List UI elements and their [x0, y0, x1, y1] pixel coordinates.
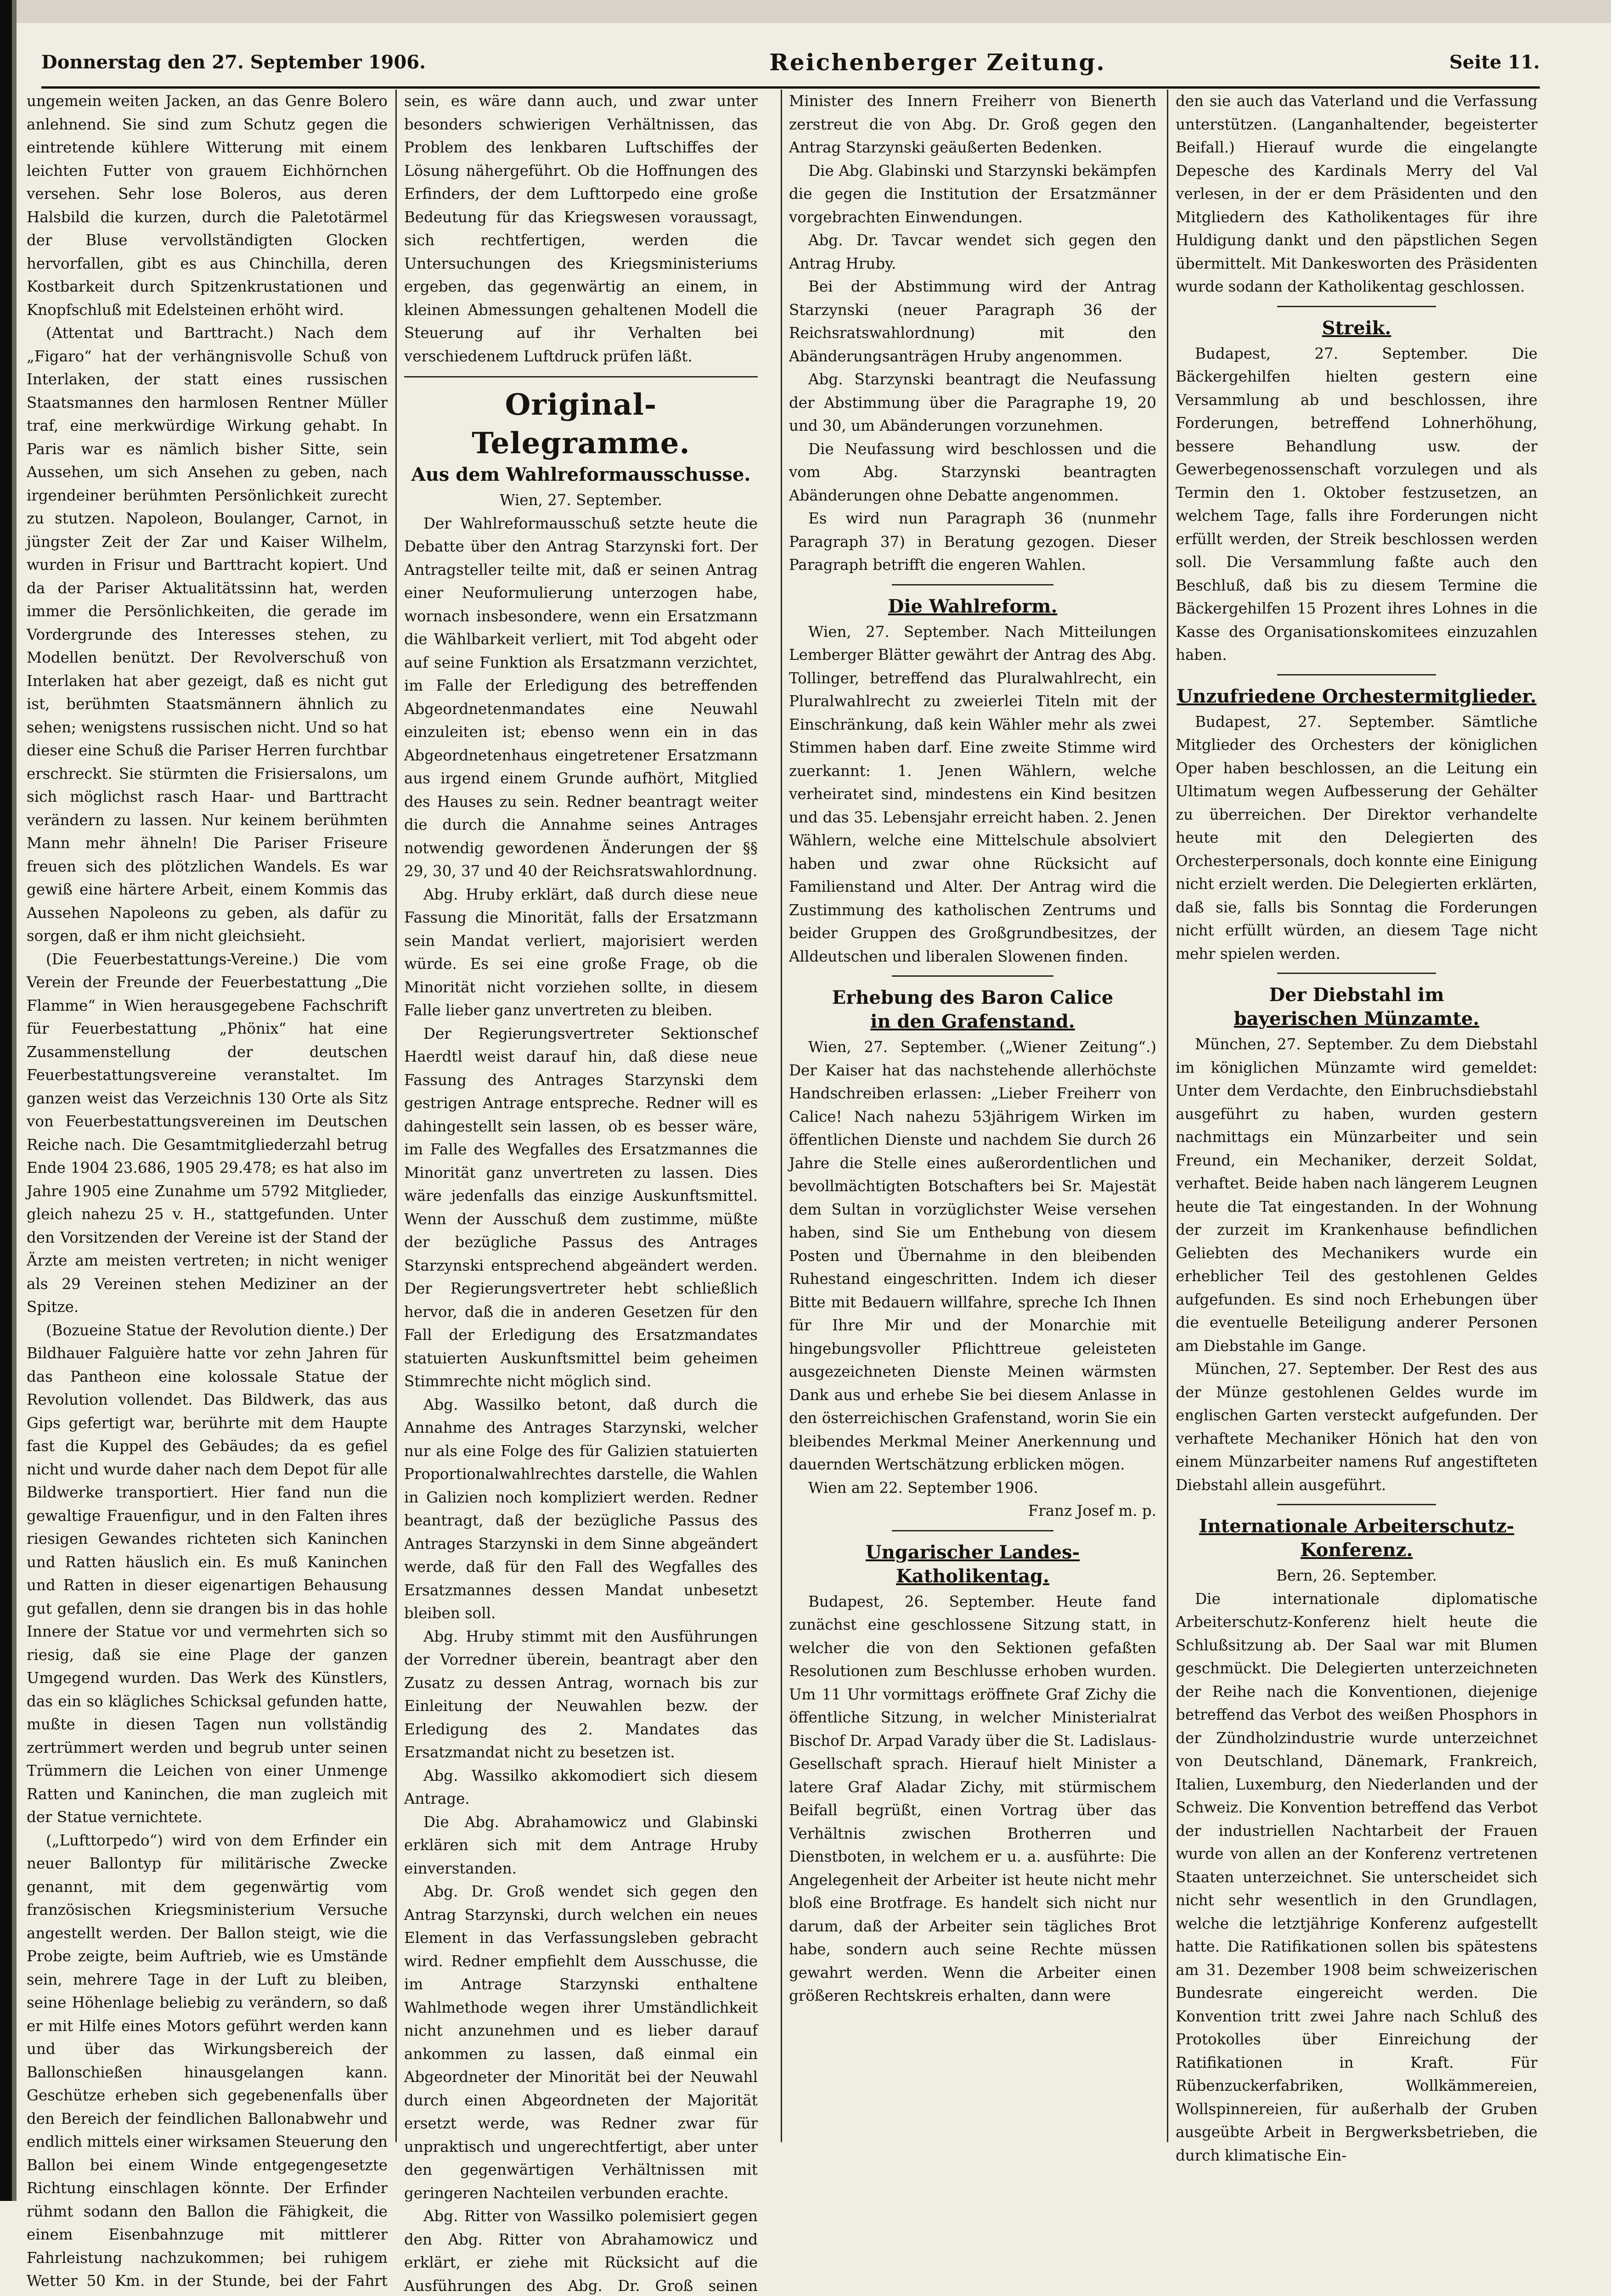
header-date: Donnerstag den 27. September 1906. — [41, 51, 426, 73]
article-paragraph: Budapest, 27. September. Die Bäckergehilfen hielten gestern eine Versammlung ab und beschlossen, ihre Forderungen, betreffend Lohnerhöhung, bessere Behandlung usw. der Gewerbegenossenschaft vorzulegen und als Termin den 1. Oktober festzusetzen, an welchem Tage, falls ihre Forderungen nicht erfüllt werden, der Streik beschlossen werden soll. Die Versammlung faßte auch den Beschluß, daß bis zu diesem Termine die Bäckergehilfen 15 Prozent ihres Lohnes in die Kasse des Organisationskomitees einzuzahlen haben. — [1176, 342, 1538, 667]
article-heading: Die Wahlreform. — [789, 595, 1156, 619]
section-heading: Original-Telegramme. — [404, 386, 758, 463]
article-divider — [1277, 973, 1436, 974]
page-number: Seite 11. — [1449, 51, 1540, 73]
article-paragraph: (Attentat und Barttracht.) Nach dem „Figaro“ hat der verhängnisvolle Schuß von Interlaken, der statt eines russischen Staatsmannes den harmlosen Rentner Müller traf, eine merkwürdige Wirkung gehabt. In Paris war es nämlich bisher Sitte, sein Aussehen, um sich Ansehen zu geben, nach irgendeiner berühmten Persönlichkeit zurecht zu stutzen. Napoleon, Boulanger, Carnot, in jüngster Zeit der Zar und Kaiser Wilhelm, wurden in Frisur und Barttracht kopiert. Und da der Pariser Aktualitätssinn hat, werden immer die Persönlichkeiten, die gerade im Vordergrunde des Interesses stehen, zu Modellen benützt. Der Revolverschuß von Interlaken hat aber gezeigt, daß es nicht gut ist, berühmten Staatsmännern ähnlich zu sehen; wenigstens russischen nicht. Und so hat dieser eine Schuß die Pariser Herren furchtbar erschreckt. Sie stürmten die Frisiersalons, um sich möglichst rasch Haar- und Barttracht verändern zu lassen. Nur keinem berühmten Mann mehr ähneln! Die Pariser Friseure freuen sich des plötzlichen Wandels. Es war gewiß eine härtere Arbeit, einem Kommis das Aussehen Napoleons zu geben, als dafür zu sorgen, daß er ihm nicht gleichsieht. — [27, 321, 388, 948]
signature: Franz Josef m. p. — [789, 1499, 1156, 1523]
article-divider — [892, 975, 1053, 977]
article-divider — [892, 584, 1053, 585]
column-rule — [1167, 90, 1168, 2142]
header-rule — [41, 86, 1540, 89]
column-1 — [27, 90, 388, 2165]
article-paragraph: (Bozueine Statue der Revolution diente.) Der Bildhauer Falguière hatte vor zehn Jahren für das Pantheon eine kolossale Statue der Revolution vollendet. Das Bildwerk, das aus Gips gefertigt war, berührte mit dem Haupte fast die Kuppel des Gebäudes; da es gefiel nicht und wurde daher nach dem Depot für alle Bildwerke transportiert. Hier fand nun die gewaltige Frauenfigur, und in den Falten ihres riesigen Gewandes richteten sich Kaninchen und Ratten häuslich ein. Es muß Kaninchen und Ratten in dieser eigenartigen Behausung gut gefallen, denn sie drangen bis in das hohle Innere der Statue vor und vermehrten sich so riesig, daß sie eine Plage der ganzen Umgegend wurden. Das Werk des Künstlers, das ein so klägliches Schicksal gefunden hatte, mußte in diesen Tagen nun vollständig zertrümmert werden und begrub unter seinen Trümmern die Leichen von einer Unmenge Ratten und Kaninchen, die man zugleich mit der Statue vernichtete. — [27, 1319, 388, 1829]
article-paragraph: Abg. Starzynski beantragt die Neufassung der Abstimmung über die Paragraphe 19, 20 und 30, um Abänderungen vorzunehmen. — [789, 368, 1156, 438]
scan-binding-shadow — [12, 0, 17, 2201]
column-4 — [1176, 90, 1538, 2165]
article-paragraph: Abg. Wassilko akkomodiert sich diesem Antrage. — [404, 1764, 758, 1811]
article-subheading: Aus dem Wahlreformausschusse. — [404, 463, 758, 487]
column-rule — [781, 90, 782, 2142]
article-divider — [1277, 306, 1436, 307]
article-paragraph: Die Abg. Abrahamowicz und Glabinski erklären sich mit dem Antrage Hruby einverstanden. — [404, 1811, 758, 1880]
article-paragraph: Wien am 22. September 1906. — [789, 1476, 1156, 1500]
article-heading: Unzufriedene Orchestermitglieder. — [1176, 685, 1538, 709]
article-paragraph: Minister des Innern Freiherr von Bienerth zerstreut die von Abg. Dr. Groß gegen den Antrag Starzynski geäußerten Bedenken. — [789, 90, 1156, 159]
dateline: Wien, 27. September. — [404, 489, 758, 512]
article-heading: Erhebung des Baron Calice — [789, 986, 1156, 1010]
article-paragraph: Abg. Hruby erklärt, daß durch diese neue Fassung die Minorität, falls der Ersatzmann sein Mandat verliert, majorisiert werden würde. Es sei eine große Frage, ob die Minorität nicht vorziehen sollte, in diesem Falle lieber ganz unvertreten zu bleiben. — [404, 883, 758, 1022]
article-paragraph: Wien, 27. September. Nach Mitteilungen Lemberger Blätter gewährt der Antrag des Abg. Tollinger, betreffend das Pluralwahlrecht, ein Pluralwahlrecht zu zweierlei Titeln mit der Einschränkung, daß kein Wähler mehr als zwei Stimmen haben darf. Eine zweite Stimme wird zuerkannt: 1. Jenen Wählern, welche verheiratet sind, mindestens ein Kind besitzen und das 35. Lebensjahr erreicht haben. 2. Jenen Wählern, welche eine Mittelschule absolviert haben und zwar ohne Rücksicht auf Familienstand und Alter. Der Antrag wird die Zustimmung des katholischen Zentrums und beider Gruppen des Großgrundbesitzes, der Alldeutschen und liberalen Slowenen finden. — [789, 620, 1156, 968]
article-paragraph: Es wird nun Paragraph 36 (nunmehr Paragraph 37) in Beratung gezogen. Dieser Paragraph betrifft die engeren Wahlen. — [789, 507, 1156, 577]
article-paragraph: Die internationale diplomatische Arbeiterschutz-Konferenz hielt heute die Schlußsitzung ab. Der Saal war mit Blumen geschmückt. Die Delegierten unterzeichneten der Reihe nach die Konventionen, diejenige betreffend das Verbot des weißen Phosphors in der Zündholzindustrie wurde unterzeichnet von Deutschland, Dänemark, Frankreich, Italien, Luxemburg, den Niederlanden und der Schweiz. Die Konvention betreffend das Verbot der industriellen Nachtarbeit der Frauen wurde von allen an der Konferenz vertretenen Staaten unterzeichnet. Sie unterscheidet sich nicht sehr wesentlich in den Grundlagen, welche die letztjährige Konferenz aufgestellt hatte. Die Ratifikationen sollen bis spätestens am 31. Dezember 1908 beim schweizerischen Bundesrate eingereicht werden. Die Konvention tritt zwei Jahre nach Schluß des Protokolles über Einreichung der Ratifikationen in Kraft. Für Rübenzuckerfabriken, Wollkämmereien, Wollspinnereien, für außerhalb der Gruben ausgeübte Arbeit in Bergwerksbetrieben, die durch klimatische Ein- — [1176, 1587, 1538, 2167]
article-paragraph: ungemein weiten Jacken, an das Genre Bolero anlehnend. Sie sind zum Schutz gegen die eintretende kühlere Witterung mit einem leichten Futter von grauem Eichhörnchen versehen. Sehr lose Boleros, aus deren Halsbild die kurzen, durch die Paletotärmel der Bluse vervollständigten Glocken hervorfallen, gibt es aus Chinchilla, deren Kostbarkeit durch Spitzenkrustationen und Knopfschluß mit Edelsteinen erhöht wird. — [27, 90, 388, 321]
newspaper-title: Reichenberger Zeitung. — [769, 49, 1105, 76]
article-paragraph: Die Neufassung wird beschlossen und die vom Abg. Starzynski beantragten Abänderungen ohne Debatte angenommen. — [789, 438, 1156, 507]
article-paragraph: Budapest, 26. September. Heute fand zunächst eine geschlossene Sitzung statt, in welcher die von den Sektionen gefaßten Resolutionen zum Beschlusse erhoben wurden. Um 11 Uhr vormittags eröffnete Graf Zichy die öffentliche Sitzung, in welcher Ministerialrat Bischof Dr. Arpad Varady über die St. Ladislaus-Gesellschaft sprach. Hierauf hielt Minister a latere Graf Aladar Zichy, mit stürmischem Beifall begrüßt, einen Vortrag über das Verhältnis zwischen Brotherren und Dienstboten, in welchem er u. a. ausführte: Die Angelegenheit der Arbeiter ist heute nicht mehr bloß eine Brotfrage. Es handelt sich nicht nur darum, daß der Arbeiter sein tägliches Brot habe, sondern auch seine Rechte müssen gewahrt werden. Wenn die Arbeiter einen größeren Rechtskreis erhalten, dann were — [789, 1590, 1156, 2008]
column-2 — [404, 90, 758, 2165]
column-3 — [789, 90, 1156, 2165]
article-paragraph: Die Abg. Glabinski und Starzynski bekämpfen die gegen die Institution der Ersatzmänner vorgebrachten Einwendungen. — [789, 159, 1156, 229]
article-paragraph: Abg. Ritter von Wassilko polemisiert gegen den Abg. Ritter von Abrahamowicz und erklärt, er ziehe mit Rücksicht auf die Ausführungen des Abg. Dr. Groß seinen — [404, 2205, 758, 2296]
article-divider — [892, 1530, 1053, 1531]
article-paragraph: Abg. Dr. Tavcar wendet sich gegen den Antrag Hruby. — [789, 229, 1156, 275]
section-divider — [404, 376, 758, 377]
column-rule — [395, 90, 397, 2142]
article-paragraph: Abg. Dr. Groß wendet sich gegen den Antrag Starzynski, durch welchen ein neues Element in das Verfassungsleben gebracht wird. Redner empfiehlt dem Ausschusse, die im Antrage Starzynski enthaltene Wahlmethode wegen ihrer Umständlichkeit nicht anzunehmen und es lieber darauf ankommen zu lassen, daß einmal ein Abgeordneter der Minorität bei der Neuwahl durch einen Abgeordneten der Majorität ersetzt werde, was Redner zwar für unpraktisch und ungerechtfertigt, aber unter den gegenwärtigen Verhältnissen mit geringeren Nachteilen verbunden erachte. — [404, 1880, 758, 2205]
scan-binding-edge — [0, 0, 12, 2201]
article-paragraph: Der Regierungsvertreter Sektionschef Haerdtl weist darauf hin, daß diese neue Fassung des Antrages Starzynski dem gestrigen Antrage entspreche. Redner will es dahingestellt sein lassen, ob es besser wäre, im Falle des Wegfalles des Ersatzmannes die Minorität ganz unvertreten zu lassen. Dies wäre jedenfalls das einzige Auskunftsmittel. Wenn der Ausschuß dem zustimme, müßte der bezügliche Passus des Antrages Starzynski entsprechend abgeändert werden. Der Regierungsvertreter hebt schließlich hervor, daß die in anderen Gesetzen für den Fall der Erledigung des Ersatzmandates statuierten Auskunftsmittel beim geheimen Stimmrechte nicht möglich sind. — [404, 1022, 758, 1393]
article-paragraph: Bei der Abstimmung wird der Antrag Starzynski (neuer Paragraph 36 der Reichsratswahlordnung) mit den Abänderungsanträgen Hruby angenommen. — [789, 275, 1156, 368]
article-divider — [1277, 674, 1436, 675]
article-paragraph: sein, es wäre dann auch, und zwar unter besonders schwierigen Verhältnissen, das Problem des lenkbaren Luftschiffes der Lösung nähergeführt. Ob die Hoffnungen des Erfinders, der dem Lufttorpedo eine große Bedeutung für das Kriegswesen voraussagt, sich rechtfertigen, werden die Untersuchungen des Kriegsministeriums ergeben, das gegenwärtig an einem, in kleinen Abmessungen gehaltenen Modell die Steuerung auf ihr Verhalten bei verschiedenem Luftdruck prüfen läßt. — [404, 90, 758, 368]
article-heading: Ungarischer Landes-Katholikentag. — [789, 1541, 1156, 1588]
article-paragraph: („Lufttorpedo“) wird von dem Erfinder ein neuer Ballontyp für militärische Zwecke genannt, mit dem gegenwärtig vom französischen Kriegsministerium Versuche angestellt werden. Der Ballon steigt, wie die Probe zeigte, beim Auftrieb, wie es Umstände sein, mehrere Tage in der Luft zu bleiben, seine Höhenlage beliebig zu verändern, so daß er mit Hilfe eines Motors geführt werden kann und über das Wirkungsbereich der Ballonschießen hinausgelangen kann. Geschütze erheben sich gegebenenfalls über den Bereich der feindlichen Ballonabwehr und endlich mittels einer wirksamen Steuerung den Ballon bei einem Winde entgegengesetzte Richtung einschlagen könnte. Der Erfinder rühmt sodann den Ballon die Fähigkeit, die einem Eisenbahnzuge mit mittlerer Fahrleistung nachzukommen; bei ruhigem Wetter 50 Km. in der Stunde, bei der Fahrt — [27, 1829, 388, 2296]
article-divider — [1277, 1504, 1436, 1505]
article-paragraph: Wien, 27. September. („Wiener Zeitung“.) Der Kaiser hat das nachstehende allerhöchste Handschreiben erlassen: „Lieber Freiherr von Calice! Nach nahezu 53jährigem Wirken im öffentlichen Dienste und nachdem Sie durch 26 Jahre die Stelle eines außerordentlichen und bevollmächtigten Botschafters bei Sr. Majestät dem Sultan in vorzüglichster Weise versehen haben, sind Sie um Enthebung von diesem Posten und Übernahme in den bleibenden Ruhestand eingeschritten. Indem ich dieser Bitte mit Bedauern willfahre, spreche Ich Ihnen für Ihre Mir und der Monarchie mit hingebungsvoller Pflichttreue geleisteten ausgezeichneten Dienste Meinen wärmsten Dank aus und erhebe Sie bei diesem Anlasse in den österreichischen Grafenstand, worin Sie ein bleibendes Merkmal Meiner Anerkennung und dauernden Wertschätzung erblicken mögen. — [789, 1035, 1156, 1476]
article-paragraph: Der Wahlreformausschuß setzte heute die Debatte über den Antrag Starzynski fort. Der Antragsteller teilte mit, daß er seinen Antrag einer Neuformulierung unterzogen habe, wornach insbesondere, wenn ein Ersatzmann die Wählbarkeit verliert, mit Tod abgeht oder auf seine Funktion als Ersatzmann verzichtet, im Falle der Erledigung des betreffenden Abgeordnetenmandates eine Neuwahl einzuleiten ist; ebenso wenn ein in das Abgeordnetenhaus eingetretener Ersatzmann aus irgend einem Grunde aufhört, Mitglied des Hauses zu sein. Redner beantragt weiter die durch die Annahme seines Antrages notwendig gewordenen Änderungen der §§ 29, 30, 37 und 40 der Reichsratswahlordnung. — [404, 512, 758, 883]
article-paragraph: Abg. Hruby stimmt mit den Ausführungen der Vorredner überein, beantragt aber den Zusatz zu dessen Antrag, wornach bis zur Einleitung der Neuwahlen bezw. der Erledigung des 2. Mandates das Ersatzmandat nicht zu besetzen ist. — [404, 1625, 758, 1764]
article-paragraph: München, 27. September. Zu dem Diebstahl im königlichen Münzamte wird gemeldet: Unter dem Verdachte, den Einbruchsdiebstahl ausgeführt zu haben, wurden gestern nachmittags ein Münzarbeiter und sein Freund, ein Mechaniker, derzeit Soldat, verhaftet. Beide haben nach längerem Leugnen heute die Tat eingestanden. In der Wohnung der zurzeit im Krankenhause befindlichen Geliebten des Mechanikers wurde ein erheblicher Teil des gestohlenen Geldes aufgefunden. Es sind noch Erhebungen über die eventuelle Beteiligung anderer Personen am Diebstahle im Gange. — [1176, 1033, 1538, 1357]
dateline: Bern, 26. September. — [1176, 1564, 1538, 1587]
page-header — [41, 39, 1540, 85]
article-heading: Internationale Arbeiterschutz-Konferenz. — [1176, 1514, 1538, 1562]
article-heading: Der Diebstahl im — [1176, 983, 1538, 1007]
scan-top-margin — [17, 0, 1611, 23]
article-paragraph: Abg. Wassilko betont, daß durch die Annahme des Antrages Starzynski, welcher nur als eine Folge des für Galizien statuierten Proportionalwahlrechtes darstelle, die Wahlen in Galizien noch kompliziert werden. Redner beantragt, daß der bezügliche Passus des Antrages Starzynski in dem Sinne abgeändert werde, daß für den Fall des Wegfalles des Ersatzmannes dessen Mandat unbesetzt bleiben soll. — [404, 1393, 758, 1625]
article-heading: in den Grafenstand. — [789, 1010, 1156, 1034]
article-heading: Streik. — [1176, 316, 1538, 340]
article-paragraph: den sie auch das Vaterland und die Verfassung unterstützen. (Langanhaltender, begeisterter Beifall.) Hierauf wurde die eingelangte Depesche des Kardinals Merry del Val verlesen, in der er dem Präsidenten und den Mitgliedern des Katholikentages für ihre Huldigung dankt und den päpstlichen Segen übermittelt. Mit Dankesworten des Präsidenten wurde sodann der Katholikentag geschlossen. — [1176, 90, 1538, 298]
article-heading: bayerischen Münzamte. — [1176, 1007, 1538, 1031]
article-paragraph: München, 27. September. Der Rest des aus der Münze gestohlenen Geldes wurde im englischen Garten versteckt aufgefunden. Der verhaftete Mechaniker Hönich hat den von einem Münzarbeiter namens Ruf angestifteten Diebstahl allein ausgeführt. — [1176, 1357, 1538, 1497]
article-paragraph: Budapest, 27. September. Sämtliche Mitglieder des Orchesters der königlichen Oper haben beschlossen, an die Leitung ein Ultimatum wegen Aufbesserung der Gehälter zu überreichen. Der Direktor verhandelte heute mit den Delegierten des Orchesterpersonals, doch konnte eine Einigung nicht erzielt werden. Die Delegierten erklärten, daß sie, falls bis Sonntag die Forderungen nicht erfüllt würden, an diesem Tage nicht mehr spielen werden. — [1176, 710, 1538, 966]
article-paragraph: (Die Feuerbestattungs-Vereine.) Die vom Verein der Freunde der Feuerbestattung „Die Flamme“ in Wien herausgegebene Fachschrift für Feuerbestattung „Phönix“ hat eine Zusammenstellung der deutschen Feuerbestattungsvereine veranstaltet. Im ganzen weist das Verzeichnis 130 Orte als Sitz von Feuerbestattungsvereinen im Deutschen Reiche nach. Die Gesamtmitgliederzahl betrug Ende 1904 23.686, 1905 29.478; es hat also im Jahre 1905 eine Zunahme um 5792 Mitglieder, gleich nahezu 25 v. H., stattgefunden. Unter den Vorsitzenden der Vereine ist der Stand der Ärzte am meisten vertreten; in nicht weniger als 29 Vereinen stehen Mediziner an der Spitze. — [27, 948, 388, 1319]
